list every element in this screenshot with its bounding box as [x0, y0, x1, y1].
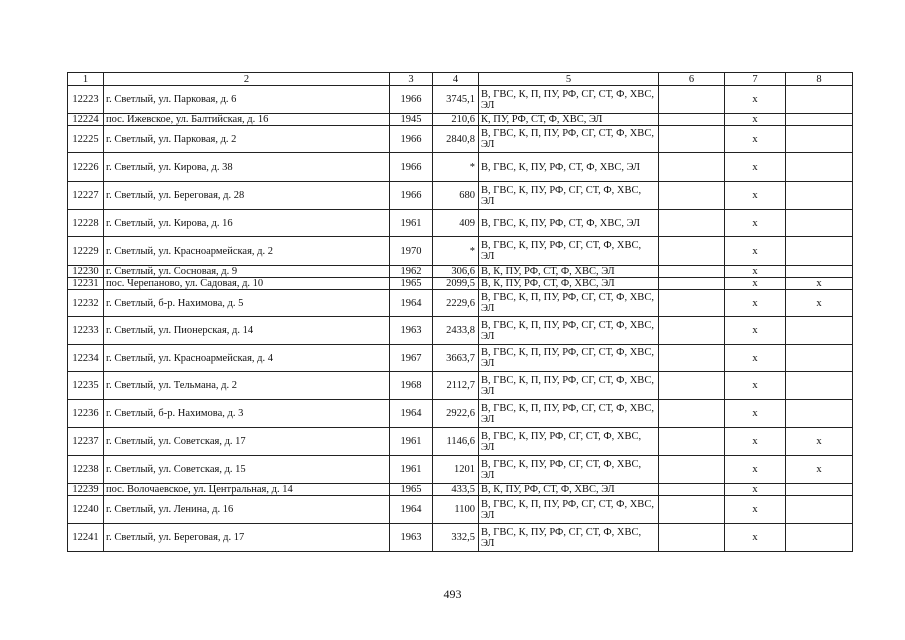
- row-number: 12237: [68, 428, 104, 456]
- table-row: [68, 210, 853, 237]
- row-number: 12241: [68, 524, 104, 552]
- address-cell: пос. Черепаново, ул. Садовая, д. 10: [104, 278, 390, 290]
- column-7-mark: x: [725, 524, 786, 552]
- address-cell: г. Светлый, ул. Кирова, д. 38: [104, 153, 390, 182]
- area-cell: 3663,7: [433, 345, 479, 372]
- year-cell: 1966: [390, 126, 433, 153]
- address-cell: г. Светлый, ул. Советская, д. 17: [104, 428, 390, 456]
- table-row: [68, 278, 853, 290]
- area-cell: 306,6: [433, 266, 479, 278]
- services-cell: В, ГВС, К, ПУ, РФ, СГ, СТ, Ф, ХВС, ЭЛ: [479, 524, 659, 552]
- column-7-mark: x: [725, 126, 786, 153]
- address-cell: г. Светлый, ул. Ленина, д. 16: [104, 496, 390, 524]
- row-number: 12226: [68, 153, 104, 182]
- column-8-mark: [786, 210, 853, 237]
- column-6-cell: [659, 114, 725, 126]
- column-8-mark: [786, 237, 853, 266]
- services-cell: В, ГВС, К, П, ПУ, РФ, СГ, СТ, Ф, ХВС, ЭЛ: [479, 290, 659, 317]
- column-6-cell: [659, 428, 725, 456]
- column-7-mark: x: [725, 456, 786, 484]
- year-cell: 1970: [390, 237, 433, 266]
- area-cell: 2840,8: [433, 126, 479, 153]
- column-header-6: 6: [659, 73, 725, 86]
- area-cell: 2099,5: [433, 278, 479, 290]
- year-cell: 1961: [390, 456, 433, 484]
- area-cell: 210,6: [433, 114, 479, 126]
- year-cell: 1968: [390, 372, 433, 400]
- housing-register-table: [67, 72, 853, 552]
- row-number: 12233: [68, 317, 104, 345]
- row-number: 12235: [68, 372, 104, 400]
- column-6-cell: [659, 153, 725, 182]
- column-8-mark: [786, 345, 853, 372]
- column-8-mark: [786, 182, 853, 210]
- table-row: [68, 86, 853, 114]
- services-cell: В, ГВС, К, ПУ, РФ, СТ, Ф, ХВС, ЭЛ: [479, 210, 659, 237]
- address-cell: пос. Волочаевское, ул. Центральная, д. 14: [104, 484, 390, 496]
- services-cell: В, ГВС, К, П, ПУ, РФ, СГ, СТ, Ф, ХВС, ЭЛ: [479, 317, 659, 345]
- column-7-mark: x: [725, 182, 786, 210]
- year-cell: 1964: [390, 290, 433, 317]
- table-row: [68, 372, 853, 400]
- row-number: 12240: [68, 496, 104, 524]
- column-8-mark: [786, 126, 853, 153]
- row-number: 12227: [68, 182, 104, 210]
- column-6-cell: [659, 524, 725, 552]
- row-number: 12231: [68, 278, 104, 290]
- services-cell: В, ГВС, К, ПУ, РФ, СГ, СТ, Ф, ХВС, ЭЛ: [479, 237, 659, 266]
- services-cell: В, ГВС, К, П, ПУ, РФ, СГ, СТ, Ф, ХВС, ЭЛ: [479, 496, 659, 524]
- column-6-cell: [659, 496, 725, 524]
- column-7-mark: x: [725, 372, 786, 400]
- column-7-mark: x: [725, 496, 786, 524]
- column-6-cell: [659, 484, 725, 496]
- address-cell: г. Светлый, ул. Советская, д. 15: [104, 456, 390, 484]
- table-row: [68, 182, 853, 210]
- column-8-mark: [786, 317, 853, 345]
- year-cell: 1966: [390, 182, 433, 210]
- column-8-mark: x: [786, 278, 853, 290]
- year-cell: 1966: [390, 86, 433, 114]
- area-cell: 2922,6: [433, 400, 479, 428]
- table-row: [68, 345, 853, 372]
- year-cell: 1961: [390, 210, 433, 237]
- services-cell: В, ГВС, К, П, ПУ, РФ, СГ, СТ, Ф, ХВС, ЭЛ: [479, 400, 659, 428]
- column-6-cell: [659, 210, 725, 237]
- services-cell: В, ГВС, К, П, ПУ, РФ, СГ, СТ, Ф, ХВС, ЭЛ: [479, 126, 659, 153]
- area-cell: 332,5: [433, 524, 479, 552]
- address-cell: г. Светлый, ул. Парковая, д. 6: [104, 86, 390, 114]
- services-cell: В, ГВС, К, ПУ, РФ, СГ, СТ, Ф, ХВС, ЭЛ: [479, 456, 659, 484]
- column-8-mark: [786, 524, 853, 552]
- area-cell: 1146,6: [433, 428, 479, 456]
- table-body: [68, 73, 853, 552]
- area-cell: 3745,1: [433, 86, 479, 114]
- address-cell: г. Светлый, ул. Кирова, д. 16: [104, 210, 390, 237]
- row-number: 12232: [68, 290, 104, 317]
- area-cell: 1201: [433, 456, 479, 484]
- area-cell: 2229,6: [433, 290, 479, 317]
- column-8-mark: [786, 86, 853, 114]
- address-cell: г. Светлый, ул. Тельмана, д. 2: [104, 372, 390, 400]
- services-cell: В, ГВС, К, ПУ, РФ, СГ, СТ, Ф, ХВС, ЭЛ: [479, 428, 659, 456]
- area-cell: *: [433, 237, 479, 266]
- column-header-7: 7: [725, 73, 786, 86]
- column-6-cell: [659, 182, 725, 210]
- address-cell: г. Светлый, ул. Красноармейская, д. 2: [104, 237, 390, 266]
- table-row: [68, 484, 853, 496]
- row-number: 12236: [68, 400, 104, 428]
- address-cell: г. Светлый, ул. Береговая, д. 17: [104, 524, 390, 552]
- column-header-8: 8: [786, 73, 853, 86]
- area-cell: 2433,8: [433, 317, 479, 345]
- column-6-cell: [659, 86, 725, 114]
- column-6-cell: [659, 266, 725, 278]
- column-7-mark: x: [725, 153, 786, 182]
- column-header-2: 2: [104, 73, 390, 86]
- column-7-mark: x: [725, 345, 786, 372]
- table-row: [68, 237, 853, 266]
- row-number: 12239: [68, 484, 104, 496]
- table-row: [68, 290, 853, 317]
- column-header-3: 3: [390, 73, 433, 86]
- table-row: [68, 126, 853, 153]
- address-cell: г. Светлый, б-р. Нахимова, д. 3: [104, 400, 390, 428]
- area-cell: 433,5: [433, 484, 479, 496]
- column-7-mark: x: [725, 114, 786, 126]
- row-number: 12229: [68, 237, 104, 266]
- column-7-mark: x: [725, 278, 786, 290]
- services-cell: В, К, ПУ, РФ, СТ, Ф, ХВС, ЭЛ: [479, 278, 659, 290]
- column-8-mark: [786, 496, 853, 524]
- address-cell: г. Светлый, ул. Парковая, д. 2: [104, 126, 390, 153]
- column-6-cell: [659, 400, 725, 428]
- year-cell: 1961: [390, 428, 433, 456]
- column-header-1: 1: [68, 73, 104, 86]
- table-row: [68, 400, 853, 428]
- services-cell: В, ГВС, К, ПУ, РФ, СТ, Ф, ХВС, ЭЛ: [479, 153, 659, 182]
- year-cell: 1962: [390, 266, 433, 278]
- row-number: 12238: [68, 456, 104, 484]
- column-6-cell: [659, 126, 725, 153]
- page-number: 493: [443, 587, 462, 601]
- column-8-mark: [786, 372, 853, 400]
- year-cell: 1945: [390, 114, 433, 126]
- column-7-mark: x: [725, 484, 786, 496]
- address-cell: пос. Ижевское, ул. Балтийская, д. 16: [104, 114, 390, 126]
- address-cell: г. Светлый, б-р. Нахимова, д. 5: [104, 290, 390, 317]
- area-cell: 2112,7: [433, 372, 479, 400]
- column-8-mark: [786, 484, 853, 496]
- table-header-row: [68, 73, 853, 86]
- column-8-mark: [786, 266, 853, 278]
- year-cell: 1963: [390, 317, 433, 345]
- table-row: [68, 153, 853, 182]
- area-cell: 409: [433, 210, 479, 237]
- address-cell: г. Светлый, ул. Береговая, д. 28: [104, 182, 390, 210]
- row-number: 12228: [68, 210, 104, 237]
- column-8-mark: [786, 153, 853, 182]
- address-cell: г. Светлый, ул. Пионерская, д. 14: [104, 317, 390, 345]
- column-7-mark: x: [725, 400, 786, 428]
- table-row: [68, 428, 853, 456]
- area-cell: 1100: [433, 496, 479, 524]
- table-row: [68, 317, 853, 345]
- row-number: 12224: [68, 114, 104, 126]
- table-row: [68, 266, 853, 278]
- services-cell: В, ГВС, К, П, ПУ, РФ, СГ, СТ, Ф, ХВС, ЭЛ: [479, 345, 659, 372]
- services-cell: В, ГВС, К, П, ПУ, РФ, СГ, СТ, Ф, ХВС, ЭЛ: [479, 372, 659, 400]
- row-number: 12230: [68, 266, 104, 278]
- column-7-mark: x: [725, 86, 786, 114]
- table-row: [68, 524, 853, 552]
- column-8-mark: x: [786, 456, 853, 484]
- row-number: 12234: [68, 345, 104, 372]
- column-6-cell: [659, 237, 725, 266]
- column-7-mark: x: [725, 237, 786, 266]
- services-cell: В, К, ПУ, РФ, СТ, Ф, ХВС, ЭЛ: [479, 484, 659, 496]
- column-6-cell: [659, 372, 725, 400]
- table-row: [68, 496, 853, 524]
- year-cell: 1964: [390, 496, 433, 524]
- column-6-cell: [659, 456, 725, 484]
- year-cell: 1965: [390, 484, 433, 496]
- column-8-mark: [786, 400, 853, 428]
- services-cell: В, ГВС, К, П, ПУ, РФ, СГ, СТ, Ф, ХВС, ЭЛ: [479, 86, 659, 114]
- services-cell: В, К, ПУ, РФ, СТ, Ф, ХВС, ЭЛ: [479, 266, 659, 278]
- column-6-cell: [659, 290, 725, 317]
- column-8-mark: x: [786, 290, 853, 317]
- year-cell: 1964: [390, 400, 433, 428]
- column-7-mark: x: [725, 317, 786, 345]
- services-cell: В, ГВС, К, ПУ, РФ, СГ, СТ, Ф, ХВС, ЭЛ: [479, 182, 659, 210]
- column-7-mark: x: [725, 428, 786, 456]
- column-6-cell: [659, 317, 725, 345]
- year-cell: 1967: [390, 345, 433, 372]
- row-number: 12225: [68, 126, 104, 153]
- year-cell: 1965: [390, 278, 433, 290]
- area-cell: 680: [433, 182, 479, 210]
- services-cell: К, ПУ, РФ, СТ, Ф, ХВС, ЭЛ: [479, 114, 659, 126]
- area-cell: *: [433, 153, 479, 182]
- column-8-mark: x: [786, 428, 853, 456]
- column-7-mark: x: [725, 210, 786, 237]
- address-cell: г. Светлый, ул. Красноармейская, д. 4: [104, 345, 390, 372]
- column-header-5: 5: [479, 73, 659, 86]
- table-row: [68, 114, 853, 126]
- column-7-mark: x: [725, 266, 786, 278]
- column-6-cell: [659, 345, 725, 372]
- column-8-mark: [786, 114, 853, 126]
- address-cell: г. Светлый, ул. Сосновая, д. 9: [104, 266, 390, 278]
- year-cell: 1966: [390, 153, 433, 182]
- column-7-mark: x: [725, 290, 786, 317]
- column-6-cell: [659, 278, 725, 290]
- year-cell: 1963: [390, 524, 433, 552]
- column-header-4: 4: [433, 73, 479, 86]
- table-row: [68, 456, 853, 484]
- row-number: 12223: [68, 86, 104, 114]
